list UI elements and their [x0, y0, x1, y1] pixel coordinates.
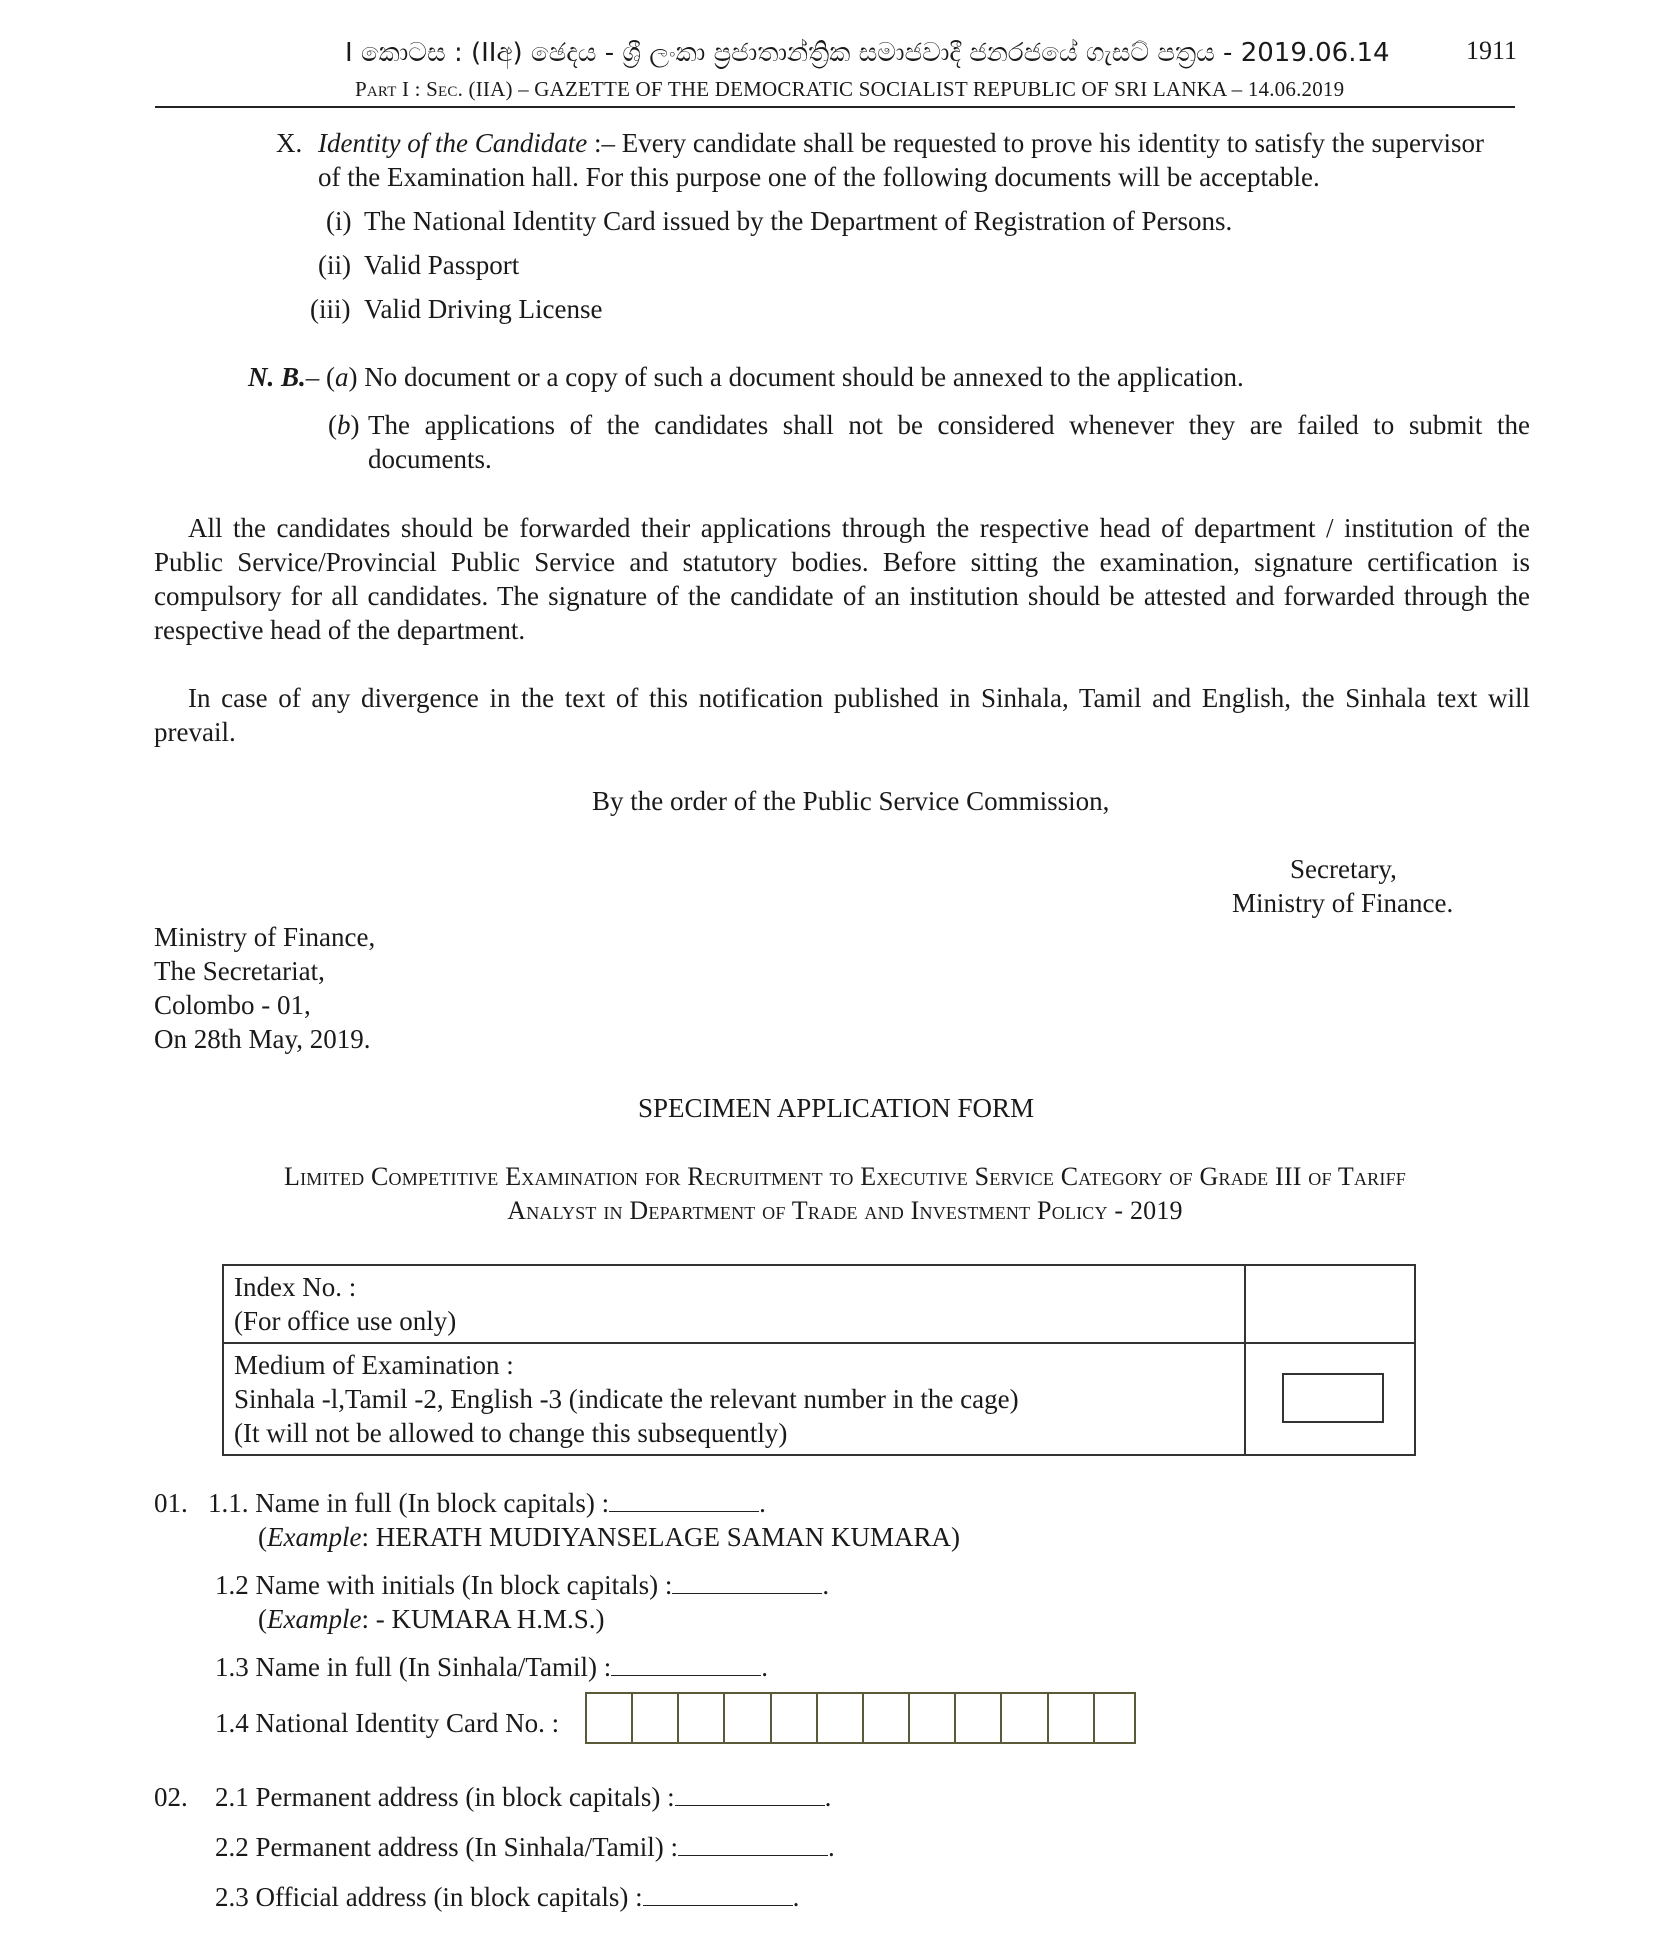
page-number: 1911: [1466, 36, 1518, 65]
office-table: [222, 1264, 1416, 1456]
signature-org: Ministry of Finance.: [1232, 888, 1454, 918]
signature-title: Secretary,: [1290, 854, 1397, 884]
order-line: By the order of the Public Service Commission,: [592, 786, 1110, 816]
nic-box[interactable]: [633, 1694, 679, 1742]
exam-title-line2: Analyst in Department of Trade and Investment Policy - 2019: [507, 1196, 1183, 1225]
q02-number: 02.: [154, 1782, 188, 1812]
q01-f12: [215, 1568, 829, 1602]
q02-f23: [215, 1880, 799, 1914]
address-line1: Ministry of Finance,: [154, 922, 376, 952]
para1-line3: compulsory for all candidates. The signature of the candidate of an institution should be attested and forwarded through the: [154, 581, 1530, 611]
specimen-title: SPECIMEN APPLICATION FORM: [638, 1093, 1035, 1123]
nic-box[interactable]: [1049, 1694, 1095, 1742]
index-note: (For office use only): [234, 1306, 457, 1336]
nb-b-line2: documents.: [368, 444, 492, 474]
index-cell: [223, 1265, 1245, 1343]
f11-end: .: [759, 1488, 766, 1518]
q01-f12-example: [258, 1602, 605, 1636]
section-x-text-line1: :– Every candidate shall be requested to prove his identity to satisfy the supervisor: [593, 128, 1484, 158]
q01-f11: [208, 1486, 766, 1520]
index-label: Index No. :: [234, 1272, 357, 1302]
nic-box[interactable]: [587, 1694, 633, 1742]
nb-dash: –: [305, 362, 320, 392]
f21-end: .: [824, 1782, 832, 1812]
address-date: On 28th May, 2019.: [154, 1024, 371, 1054]
f23-input-line[interactable]: [643, 1885, 793, 1906]
nb-b-open: (: [328, 410, 337, 440]
f12-label: 1.2 Name with initials (In block capitals) :: [215, 1570, 673, 1600]
f21-input-line[interactable]: [675, 1785, 825, 1806]
para1-line1: All the candidates should be forwarded their applications through the respective head of department / institution of the: [188, 513, 1530, 543]
nic-box[interactable]: [725, 1694, 771, 1742]
para2-line1: In case of any divergence in the text of this notification published in Sinhala, Tamil and English, the Sinhala text will: [188, 683, 1530, 713]
nic-box[interactable]: [910, 1694, 956, 1742]
f11-label: 1.1. Name in full (In block capitals) :: [208, 1488, 610, 1518]
index-value-cell[interactable]: [1245, 1265, 1415, 1343]
nic-box[interactable]: [1002, 1694, 1048, 1742]
q01-f11-example: [258, 1520, 960, 1554]
address-line2: The Secretariat,: [154, 956, 325, 986]
q02-f21: [215, 1780, 831, 1814]
list-item-i-num: (i): [326, 206, 352, 236]
header-english: Part I : Sec. (IIA) – GAZETTE OF THE DEMOCRATIC SOCIALIST REPUBLIC OF SRI LANKA – 14.06.2019: [355, 77, 1345, 101]
f11-ex-open: (: [258, 1522, 267, 1552]
address-line3: Colombo - 01,: [154, 990, 311, 1020]
para1-line2: Public Service/Provincial Public Service and statutory bodies. Before sitting the examination, signature certification is: [154, 547, 1530, 577]
nb-b-line1: The applications of the candidates shall not be considered whenever they are failed to submit the: [368, 410, 1530, 440]
medium-note: (It will not be allowed to change this subsequently): [234, 1418, 788, 1448]
q01-f13: [215, 1650, 768, 1684]
nb-a-open: (: [326, 362, 336, 392]
para1-line4: respective head of the department.: [154, 615, 526, 645]
header-sinhala: I කොටස : (IIඅ) ඡෙදය - ශ්‍රී ලංකා ප්‍රජාතාන්ත්‍රික සමාජවාදී ජනරජයේ ගැසට් පත්‍රය - 2019.06.14: [345, 38, 1390, 68]
section-x-number: X.: [276, 128, 303, 158]
list-item-ii-text: Valid Passport: [364, 250, 520, 280]
f22-end: .: [828, 1832, 835, 1862]
q02-f22: [215, 1830, 835, 1864]
nb-a-close: ): [348, 362, 358, 392]
q01-f14-label: 1.4 National Identity Card No. :: [215, 1708, 560, 1738]
nic-box[interactable]: [772, 1694, 818, 1742]
f12-ex-open: (: [258, 1604, 267, 1634]
nic-box[interactable]: [864, 1694, 910, 1742]
f12-end: .: [822, 1570, 830, 1600]
q01-number: 01.: [154, 1488, 188, 1518]
f22-label: 2.2 Permanent address (In Sinhala/Tamil) :: [215, 1832, 678, 1862]
f12-input-line[interactable]: [672, 1573, 822, 1594]
f12-ex-text: : - KUMARA H.M.S.): [361, 1604, 605, 1634]
f22-input-line[interactable]: [678, 1835, 828, 1856]
section-x-title: Identity of the Candidate: [318, 128, 588, 158]
para2-line2: prevail.: [154, 717, 236, 747]
nic-box[interactable]: [956, 1694, 1002, 1742]
f13-label: 1.3 Name in full (In Sinhala/Tamil) :: [215, 1652, 612, 1682]
nic-box[interactable]: [679, 1694, 725, 1742]
nb-a-text: No document or a copy of such a document should be annexed to the application.: [364, 362, 1244, 392]
nic-box[interactable]: [818, 1694, 864, 1742]
f23-label: 2.3 Official address (in block capitals) :: [215, 1882, 643, 1912]
f11-ex-word: Example: [267, 1522, 362, 1552]
f12-ex-word: Example: [267, 1604, 362, 1634]
nb-label: N. B.: [248, 362, 306, 392]
section-x-line2: of the Examination hall. For this purpose one of the following documents will be acceptable.: [318, 162, 1320, 192]
nic-box[interactable]: [1095, 1694, 1134, 1742]
list-item-i-text: The National Identity Card issued by the Department of Registration of Persons.: [364, 206, 1233, 236]
nb-a-line: [248, 360, 1244, 394]
medium-label: Medium of Examination :: [234, 1350, 514, 1380]
f11-ex-text: : HERATH MUDIYANSELAGE SAMAN KUMARA): [361, 1522, 960, 1552]
list-item-iii-text: Valid Driving License: [364, 294, 603, 324]
medium-cage[interactable]: [1282, 1373, 1384, 1423]
f13-end: .: [761, 1652, 769, 1682]
exam-title-line1: Limited Competitive Examination for Recruitment to Executive Service Category of Grade III of Tariff: [284, 1162, 1406, 1191]
nb-a-letter: a: [335, 362, 349, 392]
section-x-line1: [318, 126, 1530, 160]
list-item-ii-num: (ii): [318, 250, 351, 280]
header-rule: [155, 106, 1515, 108]
medium-cell: [223, 1343, 1245, 1455]
list-item-iii-num: (iii): [310, 294, 351, 324]
f23-end: .: [792, 1882, 800, 1912]
f13-input-line[interactable]: [611, 1655, 761, 1676]
nic-boxes[interactable]: [585, 1692, 1136, 1744]
f21-label: 2.1 Permanent address (in block capitals) :: [215, 1782, 675, 1812]
nb-b-marker: [328, 408, 360, 442]
nb-b-close: ): [350, 410, 360, 440]
f11-input-line[interactable]: [609, 1491, 759, 1512]
medium-instruction: Sinhala -l,Tamil -2, English -3 (indicate the relevant number in the cage): [234, 1384, 1019, 1414]
nb-b-letter: b: [337, 410, 351, 440]
